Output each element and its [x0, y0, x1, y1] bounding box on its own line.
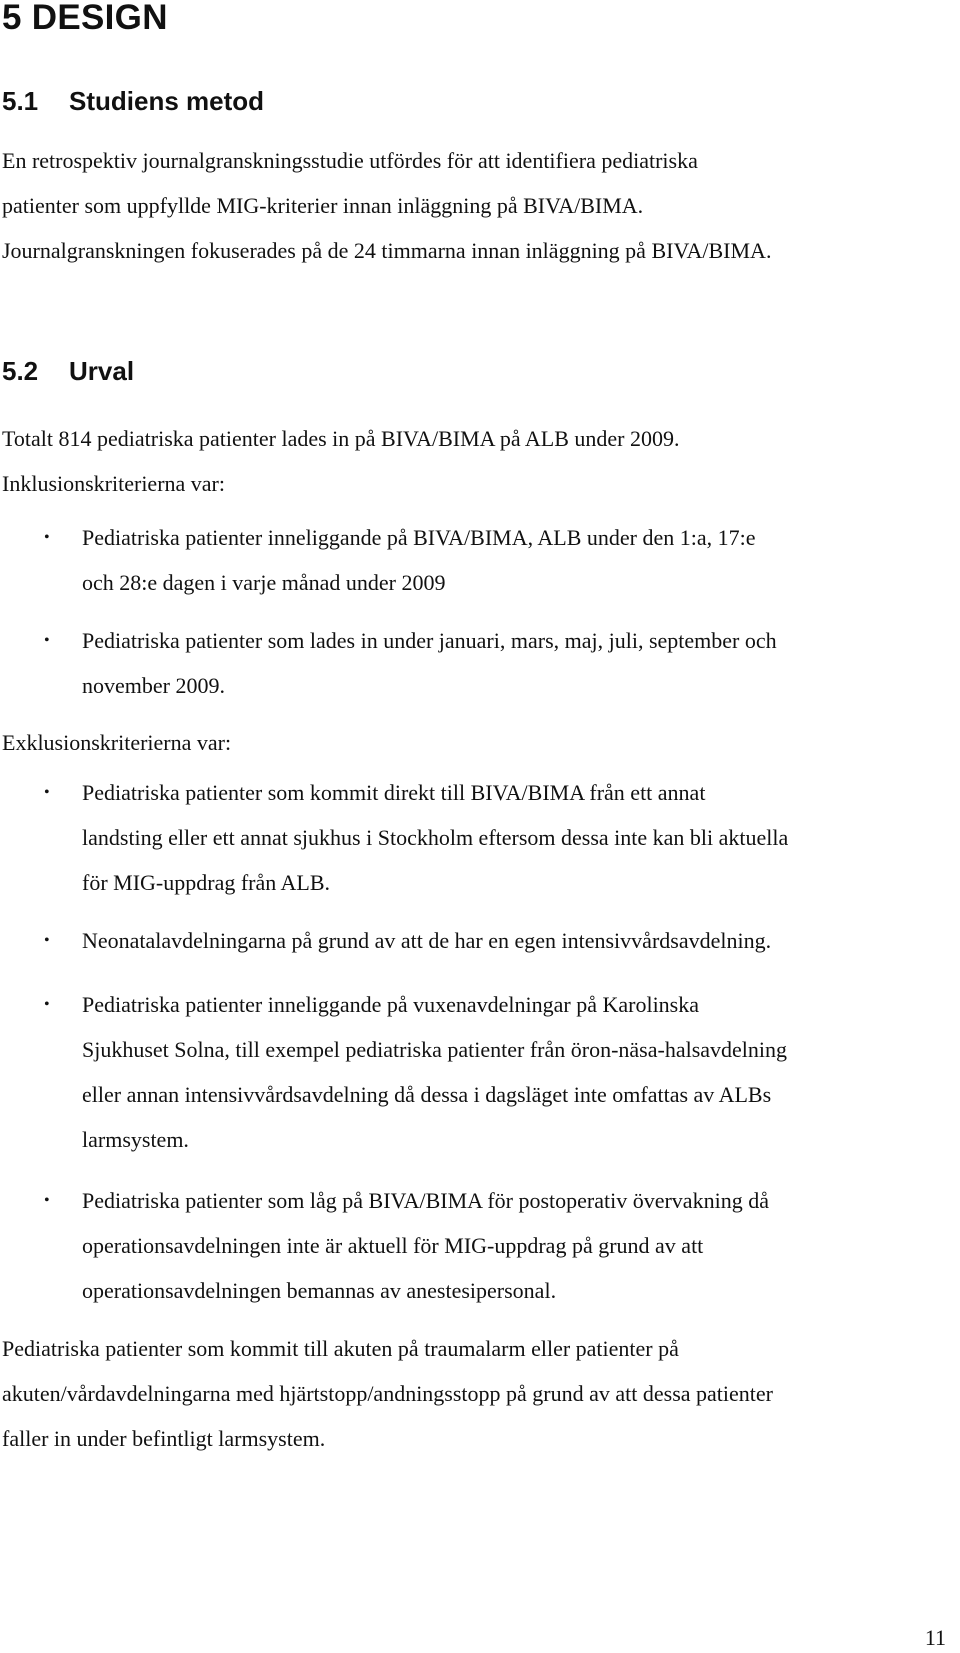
section-title: Studiens metod — [69, 86, 265, 116]
chapter-title: 5 DESIGN — [2, 0, 168, 37]
page-number: 11 — [924, 1625, 946, 1650]
text-line: Totalt 814 pediatriska patienter lades in på BIVA/BIMA på ALB under 2009. — [2, 426, 680, 451]
bullet-icon: • — [44, 932, 50, 949]
text-line: för MIG-uppdrag från ALB. — [82, 870, 331, 895]
text-line: Pediatriska patienter som kommit till akuten på traumalarm eller patienter på — [2, 1336, 679, 1361]
section-heading-5-1 — [2, 84, 264, 118]
selection-intro-paragraph — [2, 416, 958, 506]
section-number: 5.2 — [2, 356, 39, 386]
inclusion-heading: Inklusionskriterierna var: — [2, 471, 225, 496]
section-number: 5.1 — [2, 86, 39, 116]
text-line: En retrospektiv journalgranskningsstudie utfördes för att identifiera pediatriska — [2, 148, 698, 173]
text-line: larmsystem. — [82, 1127, 189, 1152]
bullet-icon: • — [44, 784, 50, 801]
text-line: Sjukhuset Solna, till exempel pediatriska patienter från öron-näsa-halsavdelning — [82, 1037, 788, 1062]
text-line: Journalgranskningen fokuserades på de 24 timmarna innan inläggning på BIVA/BIMA. — [2, 238, 772, 263]
text-line: och 28:e dagen i varje månad under 2009 — [82, 570, 446, 595]
text-line: Pediatriska patienter som kommit direkt till BIVA/BIMA från ett annat — [82, 780, 706, 805]
bullet-icon: • — [44, 529, 50, 546]
text-line: operationsavdelningen inte är aktuell för MIG-uppdrag på grund av att — [82, 1233, 704, 1258]
text-line: november 2009. — [82, 673, 225, 698]
bullet-icon: • — [44, 632, 50, 649]
text-line: landsting eller ett annat sjukhus i Stockholm eftersom dessa inte kan bli aktuella — [82, 825, 789, 850]
text-line: patienter som uppfyllde MIG-kriterier innan inläggning på BIVA/BIMA. — [2, 193, 644, 218]
exclusion-heading: Exklusionskriterierna var: — [2, 730, 232, 755]
bullet-icon: • — [44, 996, 50, 1013]
text-line: operationsavdelningen bemannas av anestesipersonal. — [82, 1278, 557, 1303]
section-heading-5-2 — [2, 354, 134, 388]
text-line: Pediatriska patienter inneliggande på BIVA/BIMA, ALB under den 1:a, 17:e — [82, 525, 756, 550]
text-line: Neonatalavdelningarna på grund av att de har en egen intensivvårdsavdelning. — [82, 928, 772, 953]
text-line: eller annan intensivvårdsavdelning då dessa i dagsläget inte omfattas av ALBs — [82, 1082, 772, 1107]
method-paragraph — [2, 138, 958, 273]
exclusion-heading-paragraph — [2, 720, 958, 765]
closing-paragraph — [2, 1326, 958, 1461]
text-line: akuten/vårdavdelningarna med hjärtstopp/andningsstopp på grund av att dessa patienter — [2, 1381, 773, 1406]
text-line: Pediatriska patienter som låg på BIVA/BIMA för postoperativ övervakning då — [82, 1188, 769, 1213]
text-line: Pediatriska patienter inneliggande på vuxenavdelningar på Karolinska — [82, 992, 700, 1017]
bullet-icon: • — [44, 1192, 50, 1209]
text-line: faller in under befintligt larmsystem. — [2, 1426, 326, 1451]
text-line: Pediatriska patienter som lades in under januari, mars, maj, juli, september och — [82, 628, 777, 653]
section-title: Urval — [69, 356, 135, 386]
